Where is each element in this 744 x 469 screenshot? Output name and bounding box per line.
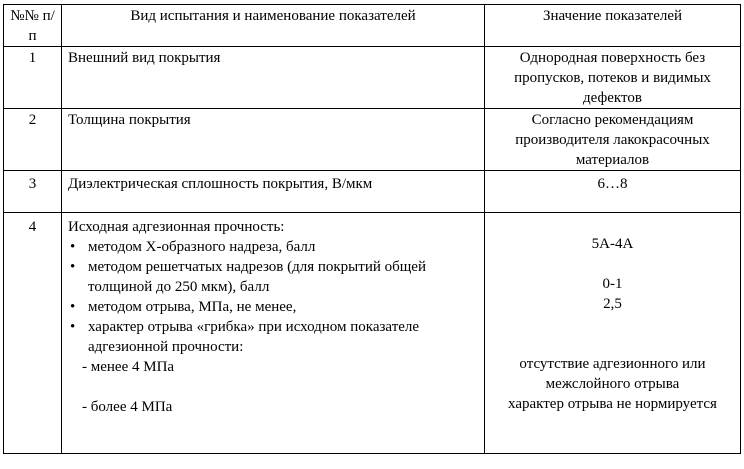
list-item-text: характер отрыва «грибка» при исходном показателе адгезионной прочности: [88,319,420,355]
list-item [68,237,478,257]
row-value: Однородная поверхность без пропусков, потеков и видимых дефектов [485,47,741,109]
row-num: 4 [4,213,62,454]
row-num: 1 [4,47,62,109]
specification-table [3,4,741,454]
row-value-block [485,213,741,454]
adhesion-method-list [68,237,478,357]
header-value: Значение показателей [485,5,741,47]
header-test: Вид испытания и наименование показателей [62,5,485,47]
spacer [491,214,734,234]
value-x-cut: 5А-4А [591,236,634,252]
value-less-4: отсутствие адгезионного или межслойного отрыва [519,356,706,392]
bullet-icon: • [70,259,76,275]
bullet-icon: • [70,319,76,335]
table-row [4,213,741,454]
list-item-text: методом отрыва, МПа, не менее, [88,299,297,315]
bullet-icon: • [70,299,76,315]
spacer [491,314,734,334]
bullet-icon: • [70,239,76,255]
row-name: Исходная адгезионная прочность: [68,219,285,235]
spacer [491,254,734,274]
list-item [68,297,478,317]
value-grid-cut: 0-1 [602,276,623,292]
table-row [4,171,741,213]
list-item-text: методом Х-образного надреза, балл [88,239,316,255]
list-item [68,317,478,357]
table-row [4,47,741,109]
row-num: 2 [4,109,62,171]
row-name-block [62,213,485,454]
list-item [68,257,478,297]
spacer [68,377,478,397]
list-item-text: методом решетчатых надрезов (для покрытий общей толщиной до 250 мкм), балл [88,259,426,295]
sub-item-more-4: - более 4 МПа [82,399,173,415]
spacer [491,334,734,354]
row-name: Внешний вид покрытия [62,47,485,109]
table-header-row [4,5,741,47]
row-value: 6…8 [485,171,741,213]
row-name: Толщина покрытия [62,109,485,171]
row-value: Согласно рекомендациям производителя лакокрасочных материалов [485,109,741,171]
header-num: №№ п/п [4,5,62,47]
value-more-4: характер отрыва не нормируется [508,396,717,412]
table-row [4,109,741,171]
value-pull-off: 2,5 [603,296,622,312]
row-num: 3 [4,171,62,213]
sub-item-less-4: - менее 4 МПа [82,359,175,375]
row-name: Диэлектрическая сплошность покрытия, В/мкм [62,171,485,213]
